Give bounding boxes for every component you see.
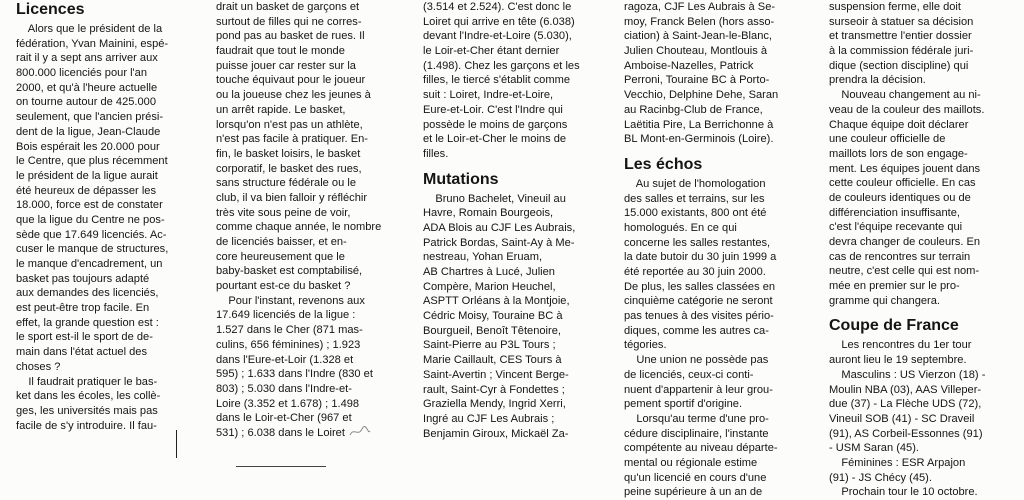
text-line: choses ?	[16, 360, 61, 373]
text-line: c'est l'équipe recevante qui	[829, 221, 963, 234]
article-column-2	[216, 0, 412, 441]
text-line: Compère, Marion Heuchel,	[423, 280, 556, 293]
text-line: possède le moins de garçons	[423, 118, 568, 131]
text-line: Chaque équipe doit déclarer	[829, 118, 969, 131]
article-column-1	[16, 0, 206, 433]
text-line: prendra la décision.	[829, 74, 926, 87]
text-line: 18.000, force est de constater	[16, 199, 163, 212]
text-line: Graziella Mendy, Ingrid Xerri,	[423, 398, 566, 411]
text-line: Loiret qui arrive en tête (6.038)	[423, 15, 575, 28]
text-line: seulement, que l'ancien prési-	[16, 111, 164, 124]
text-line: 2000, et qu'à l'heure actuelle	[16, 81, 158, 94]
text-line: rait il y a sept ans arriver aux	[16, 52, 158, 65]
text-line: Il faudrait pratiquer le bas-	[16, 375, 158, 388]
text-line: tégories.	[624, 339, 667, 352]
text-line: à la commission fédérale juri-	[829, 45, 974, 58]
text-line: sède que 17.649 licenciés. Ac-	[16, 228, 167, 241]
text-line: pement sportif d'origine.	[624, 398, 743, 411]
text-line: Vecchio, Delphine Dehe, Saran	[624, 89, 779, 102]
text-line: un arrêt rapide. Le basket,	[216, 103, 346, 116]
text-line: faudrait que tout le monde	[216, 45, 345, 58]
heading-licences: Licences	[16, 1, 85, 18]
text-line: cédure disciplinaire, l'instante	[624, 427, 769, 440]
text-line: le manque d'encadrement, un	[16, 258, 163, 270]
text-line: Alors que le président de la	[16, 23, 163, 35]
text-line: et transmettre l'entier dossier	[829, 30, 972, 43]
text-line: mental ou régionale estime	[624, 456, 758, 469]
text-line: différenciation insuffisante,	[829, 206, 960, 219]
text-line: comme chaque année, le nombre	[216, 221, 382, 234]
text-line: Ingré au CJF Les Aubrais ;	[423, 412, 555, 425]
text-line: 531) ; 6.038 dans le Loiret	[216, 426, 345, 439]
text-line: pond pas au basket de rues. Il	[216, 30, 365, 43]
text-line: dans l'Eure-et-Loir (1.328 et	[216, 353, 354, 366]
text-line: dent de la ligue, Jean-Claude	[16, 125, 161, 138]
text-line: Eure-et-Loir. C'est l'Indre qui	[423, 103, 563, 116]
text-line: Benjamin Giroux, Mickaël Za-	[423, 427, 569, 440]
text-line: Moulin NBA (03), AAS Villeper-	[829, 383, 982, 396]
text-line: homologués. En ce qui	[624, 221, 737, 234]
text-line: dique (section discipline) qui	[829, 59, 969, 72]
text-line: Bruno Bachelet, Vineuil au	[423, 192, 566, 205]
text-line: mée en premier sur le pro-	[829, 280, 960, 293]
text-line: ket dans les écoles, les collè-	[16, 390, 161, 403]
text-line: drait un basket de garçons et	[216, 1, 360, 13]
text-line: le président de la ligue aurait	[16, 169, 158, 182]
text-line: AB Chartres à Lucé, Julien	[423, 266, 555, 278]
text-line: cas de rencontres sur terrain	[829, 250, 971, 263]
text-line: Amboise-Nazelles, Patrick	[624, 59, 754, 72]
text-line: Lorsqu'au terme d'une pro-	[624, 412, 769, 425]
text-line: baby-basket est comptabilisé,	[216, 265, 363, 278]
heading-coupe-de-france: Coupe de France	[829, 317, 959, 335]
heading-mutations: Mutations	[423, 170, 499, 188]
text-line: filles, le tiercé s'établit comme	[423, 74, 571, 87]
text-line: ragoza, CJF Les Aubrais à Se-	[624, 1, 776, 13]
text-line: le Loir-et-Cher étant dernier	[423, 45, 560, 58]
text-line: qu'un licencié en cours d'une	[624, 471, 767, 484]
text-line: (91) - JS Chécy (45).	[829, 471, 932, 484]
text-line: le Centre, que plus récemment	[16, 155, 168, 168]
text-line: ou la joueuse chez les jeunes à	[216, 89, 371, 102]
text-line: Une union ne possède pas	[624, 354, 769, 367]
text-line: Saint-Avertin ; Vincent Berge-	[423, 368, 569, 381]
text-line: Vineuil SOB (41) - SC Draveil	[829, 412, 975, 425]
text-line: core heureusement que le	[216, 250, 345, 263]
text-line: maillots lors de son engage-	[829, 147, 968, 160]
text-line: (91), AS Corbeil-Essonnes (91)	[829, 427, 983, 440]
text-line: n'est pas facile à pratiquer. En-	[216, 133, 368, 146]
scan-mark-vertical	[176, 430, 177, 458]
text-line: Féminines : ESR Arpajon	[829, 456, 966, 469]
text-line: nestreau, Yohan Eruam,	[423, 251, 543, 264]
text-line: Nouveau changement au ni-	[829, 89, 981, 102]
text-line: basket pas toujours adapté	[16, 272, 150, 285]
text-line: culins, 656 féminines) ; 1.923	[216, 338, 361, 351]
text-line: Prochain tour le 10 octobre.	[829, 486, 978, 499]
text-line: cinquième catégorie ne seront	[624, 295, 773, 308]
text-line: au Racinbg-Club de France,	[624, 103, 763, 116]
text-line: 17.649 licenciés de la ligue :	[216, 309, 356, 322]
text-line: que la ligue du Centre ne pos-	[16, 213, 165, 226]
text-line: dans le Loir-et-Cher (967 et	[216, 412, 352, 425]
text-line: Perroni, Touraine BC à Porto-	[624, 74, 770, 87]
pen-scribble-mark	[348, 425, 372, 439]
text-line: Bois espérait les 20.000 pour	[16, 140, 160, 153]
text-line: le sport est-il le sport de de-	[16, 331, 153, 344]
text-line: Marie Caillault, CES Tours à	[423, 354, 562, 367]
text-line: 15.000 existants, 800 ont été	[624, 207, 767, 220]
text-line: on tourne autour de 425.000	[16, 96, 157, 109]
text-line: une couleur officielle de	[829, 133, 946, 146]
text-line: facile de s'y introduire. Il fau-	[16, 419, 157, 432]
text-line: (3.514 et 2.524). C'est donc le	[423, 1, 572, 13]
text-line: lorsqu'on n'est pas un athlète,	[216, 118, 363, 131]
text-line: effet, la grande question est :	[16, 316, 159, 329]
text-line: 1.527 dans le Cher (871 mas-	[216, 324, 363, 337]
text-line: Julien Chouteau, Montlouis à	[624, 45, 768, 58]
text-line: suspension ferme, elle doit	[829, 1, 961, 13]
text-line: sans structure fédérale ou le	[216, 177, 356, 190]
text-line: Patrick Bordas, Saint-Ay à Me-	[423, 236, 575, 249]
text-line: été heureux de dépasser les	[16, 184, 156, 197]
text-line: pourtant est-ce du basket ?	[216, 280, 351, 293]
text-line: Saint-Pierre au P3L Tours ;	[423, 339, 556, 352]
text-line: surtout de filles qui ne corres-	[216, 15, 362, 28]
article-column-4	[624, 0, 815, 500]
text-line: fédération, Yvan Mainini, espé-	[16, 37, 169, 50]
text-line: puisse jouer car rester sur la	[216, 59, 356, 72]
text-line: devra changer de couleurs. En	[829, 236, 981, 248]
text-line: filles.	[423, 147, 449, 160]
text-line: due (37) - La Flèche UDS (72),	[829, 398, 982, 411]
scan-mark-horizontal	[236, 466, 326, 467]
text-line: ASPTT Orléans à la Montjoie,	[423, 295, 570, 308]
text-line: peine supérieure à un an de	[624, 486, 763, 499]
text-line: Bourgueil, Benoît Têtenoire,	[423, 324, 561, 337]
text-line: concerne les salles restantes,	[624, 236, 771, 249]
text-line: rault, Saint-Cyr à Fondettes ;	[423, 383, 565, 396]
text-line: la date butoir du 30 juin 1999 a	[624, 251, 777, 264]
article-column-3	[423, 0, 616, 441]
text-line: suit : Loiret, Indre-et-Loire,	[423, 89, 554, 102]
text-line: club, il va bien falloir y réfléchir	[216, 191, 368, 204]
text-line: fin, le basket loisirs, le basket	[216, 147, 361, 160]
text-line: corporatif, le basket des rues,	[216, 162, 362, 175]
text-line: (1.498). Chez les garçons et les	[423, 59, 580, 72]
text-line: moy, Franck Belen (hors asso-	[624, 15, 775, 28]
text-line: de licenciés baisser, et en-	[216, 236, 347, 248]
text-line: est peut-être trop facile. En	[16, 302, 150, 315]
text-line: neutre, c'est celle qui est nom-	[829, 265, 980, 278]
text-line: Loire (3.352 et 1.678) ; 1.498	[216, 397, 360, 410]
text-line: De plus, les salles classées en	[624, 280, 776, 293]
text-line: Masculins : US Vierzon (18) -	[829, 368, 986, 381]
text-line: Laëtitia Pire, La Berrichonne à	[624, 118, 774, 131]
text-line: BL Mont-en-Germinois (Loire).	[624, 133, 774, 146]
text-line: Cédric Moisy, Touraine BC à	[423, 310, 563, 323]
text-line: ADA Blois au CJF Les Aubrais,	[423, 221, 576, 234]
text-line: ment. Les équipes jouent dans	[829, 162, 981, 175]
text-line: touche équivaut pour le joueur	[216, 74, 366, 87]
text-line: été reportée au 30 juin 2000.	[624, 266, 766, 278]
text-line: cuser le manque de structures,	[16, 243, 169, 256]
text-line: main dans l'état actuel des	[16, 346, 148, 359]
text-line: et le Loir-et-Cher le moins de	[423, 133, 567, 146]
heading-les-echos: Les échos	[624, 155, 703, 173]
text-line: pas tenues à des visites pério-	[624, 310, 774, 323]
text-line: Havre, Romain Bourgeois,	[423, 207, 554, 220]
text-line: 595) ; 1.633 dans l'Indre (830 et	[216, 368, 373, 381]
text-line: Les rencontres du 1er tour	[829, 339, 972, 352]
text-line: cette couleur officielle. En cas	[829, 177, 976, 190]
text-line: des salles et terrains, sur les	[624, 192, 765, 205]
text-line: ges, les universités mais pas	[16, 404, 158, 417]
text-line: Au sujet de l'homologation	[624, 177, 766, 190]
text-line: diques, comme les autres ca-	[624, 324, 769, 337]
text-line: aux demandes des licenciés,	[16, 287, 159, 300]
text-line: de licenciés, ceux-ci conti-	[624, 368, 754, 381]
text-line: Pour l'instant, revenons aux	[216, 294, 365, 307]
text-line: veau de la couleur des maillots.	[829, 103, 985, 116]
text-line: très vite sous peine de voir,	[216, 206, 351, 219]
text-line: gramme qui changera.	[829, 294, 940, 307]
text-line: surseoir à statuer sa décision	[829, 15, 974, 28]
text-line: compétente au niveau départe-	[624, 442, 778, 455]
text-line: auront lieu le 19 septembre.	[829, 354, 967, 367]
text-line: devant l'Indre-et-Loire (5.030),	[423, 30, 572, 43]
text-line: 800.000 licenciés pour l'an	[16, 67, 148, 80]
text-line: de couleurs identiques ou de	[829, 191, 971, 204]
article-column-5	[829, 0, 1019, 500]
text-line: 803) ; 5.030 dans l'Indre-et-	[216, 382, 352, 395]
text-line: ciation) à Saint-Jean-le-Blanc,	[624, 30, 772, 43]
text-line: - USM Saran (45).	[829, 442, 920, 455]
text-line: nuent d'appartenir à leur grou-	[624, 383, 773, 396]
